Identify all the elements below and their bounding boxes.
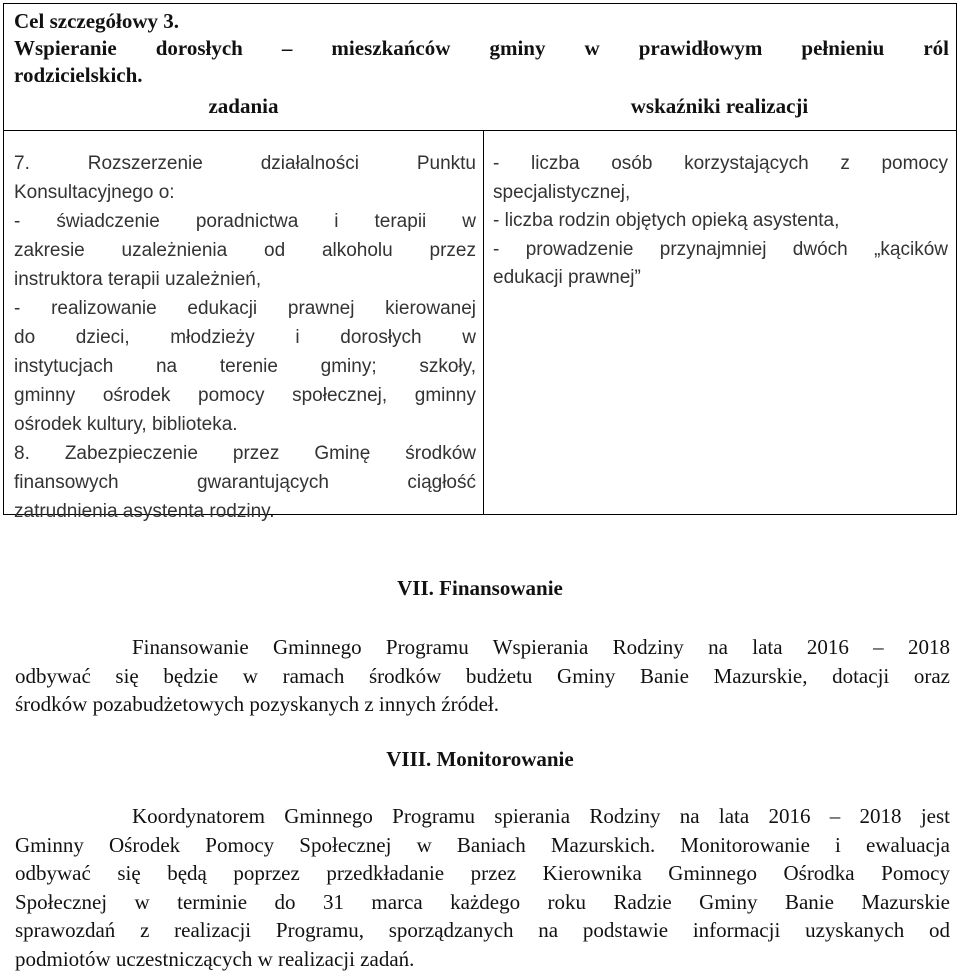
tasks-cell	[14, 149, 476, 526]
tasks-line: zatrudnienia asystenta rodziny.	[14, 497, 476, 526]
section-heading-financing: VII. Finansowanie	[0, 575, 960, 602]
indicators-line: specjalistycznej,	[493, 179, 948, 208]
paragraph-line: podmiotów uczestniczących w realizacji zadań.	[15, 945, 950, 973]
indicators-line: - prowadzenie przynajmniej dwóch „kącików	[493, 236, 948, 265]
goal-heading	[14, 8, 949, 89]
goal-table	[3, 3, 957, 515]
paragraph-line: sprawozdań z realizacji Programu, sporządzanych na podstawie informacji uzyskanych od	[15, 916, 950, 945]
paragraph-line: Gminny Ośrodek Pomocy Społecznej w Baniach Mazurskich. Monitorowanie i ewaluacja	[15, 831, 950, 860]
section-heading-monitoring: VIII. Monitorowanie	[0, 746, 960, 773]
tasks-line: do dzieci, młodzieży i dorosłych w	[14, 323, 476, 352]
goal-description-line-2: rodzicielskich.	[14, 62, 949, 89]
tasks-line: finansowych gwarantujących ciągłość	[14, 468, 476, 497]
tasks-line: 7. Rozszerzenie działalności Punktu	[14, 149, 476, 178]
table-column-divider	[483, 130, 484, 514]
indicators-line: edukacji prawnej”	[493, 264, 948, 293]
tasks-line: instytucjach na terenie gminy; szkoły,	[14, 352, 476, 381]
indicators-line: - liczba osób korzystających z pomocy	[493, 150, 948, 179]
tasks-line: ośrodek kultury, biblioteka.	[14, 410, 476, 439]
monitoring-paragraph	[15, 802, 950, 973]
financing-paragraph	[15, 633, 950, 719]
tasks-line: instruktora terapii uzależnień,	[14, 265, 476, 294]
tasks-line: gminny ośrodek pomocy społecznej, gminny	[14, 381, 476, 410]
paragraph-line: odbywać się będą poprzez przedkładanie przez Kierownika Gminnego Ośrodka Pomocy	[15, 859, 950, 888]
tasks-line: - świadczenie poradnictwa i terapii w	[14, 207, 476, 236]
header-indicators: wskaźniki realizacji	[483, 93, 956, 120]
tasks-line: zakresie uzależnienia od alkoholu przez	[14, 236, 476, 265]
paragraph-line: Koordynatorem Gminnego Programu spierania Rodziny na lata 2016 – 2018 jest	[15, 802, 950, 831]
goal-title: Cel szczegółowy 3.	[14, 8, 949, 35]
paragraph-line: odbywać się będzie w ramach środków budżetu Gminy Banie Mazurskie, dotacji oraz	[15, 662, 950, 691]
paragraph-line: Finansowanie Gminnego Programu Wspierania Rodziny na lata 2016 – 2018	[15, 633, 950, 662]
header-tasks: zadania	[4, 93, 483, 120]
indicators-cell	[493, 150, 948, 293]
tasks-line: - realizowanie edukacji prawnej kierowanej	[14, 294, 476, 323]
table-row-divider	[4, 130, 956, 131]
indicators-line: - liczba rodzin objętych opieką asystenta,	[493, 207, 948, 236]
tasks-line: Konsultacyjnego o:	[14, 178, 476, 207]
goal-description-line-1: Wspieranie dorosłych – mieszkańców gminy w prawidłowym pełnieniu ról	[14, 35, 949, 62]
paragraph-line: środków pozabudżetowych pozyskanych z innych źródeł.	[15, 690, 950, 719]
paragraph-line: Społecznej w terminie do 31 marca każdego roku Radzie Gminy Banie Mazurskie	[15, 888, 950, 917]
tasks-line: 8. Zabezpieczenie przez Gminę środków	[14, 439, 476, 468]
